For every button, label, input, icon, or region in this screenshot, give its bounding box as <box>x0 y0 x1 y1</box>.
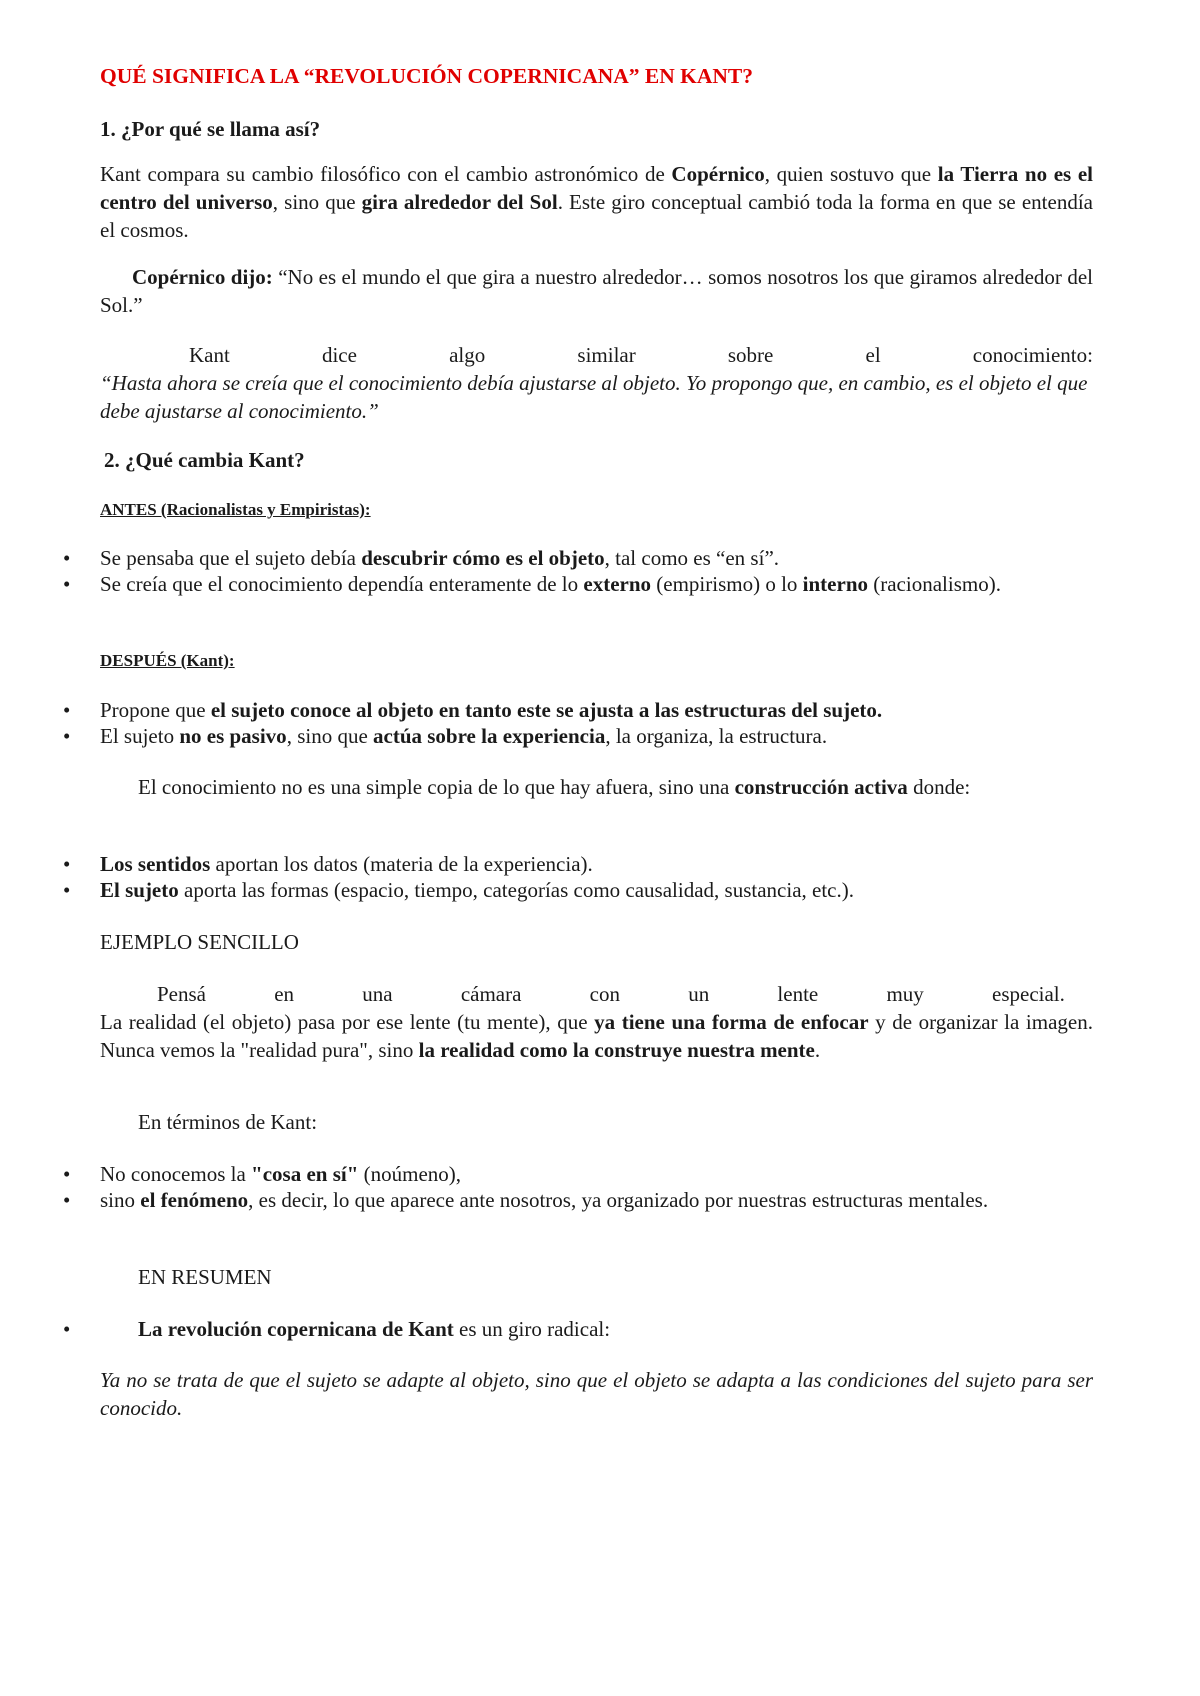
section-2-heading: 2. ¿Qué cambia Kant? <box>104 448 305 472</box>
bullet-icon: • <box>63 1317 71 1341</box>
bullet-icon: • <box>63 572 71 596</box>
ejemplo-body: La realidad (el objeto) pasa por ese lente (tu mente), que ya tiene una forma de enfocar y de organizar la imagen. Nunca vemos la "realidad pura", sino la realidad como la construye nuestra mente. <box>100 1010 1093 1062</box>
list-item: • El sujeto aporta las formas (espacio, tiempo, categorías como causalidad, sustancia, etc.). <box>63 878 854 902</box>
construccion-paragraph: El conocimiento no es una simple copia de lo que hay afuera, sino una construcción activa donde: <box>138 775 971 799</box>
section-1-heading: 1. ¿Por qué se llama así? <box>100 117 321 141</box>
antes-label: ANTES (Racionalistas y Empiristas): <box>100 500 371 519</box>
bullet-icon: • <box>63 698 71 722</box>
terminos-kant: En términos de Kant: <box>138 1110 318 1134</box>
list-item: • Propone que el sujeto conoce al objeto en tanto este se ajusta a las estructuras del sujeto. <box>63 698 883 722</box>
bullet-icon: • <box>63 1188 71 1212</box>
kant-quote: “Hasta ahora se creía que el conocimiento debía ajustarse al objeto. Yo propongo que, en cambio, es el objeto el que debe ajustarse al conocimiento.” <box>100 371 1088 423</box>
list-item: • La revolución copernicana de Kant es un giro radical: <box>63 1317 611 1341</box>
resumen-heading: EN RESUMEN <box>138 1265 272 1289</box>
section-1-kant-paragraph <box>100 341 1093 425</box>
section-1-copernico-quote: Copérnico dijo: “No es el mundo el que gira a nuestro alrededor… somos nosotros los que giramos alrededor del Sol.” <box>100 265 1093 317</box>
bullet-icon: • <box>63 878 71 902</box>
list-item: • Se pensaba que el sujeto debía descubrir cómo es el objeto, tal como es “en sí”. <box>63 546 780 570</box>
list-item: • Los sentidos aportan los datos (materia de la experiencia). <box>63 852 593 876</box>
bullet-icon: • <box>63 1162 71 1186</box>
bullet-icon: • <box>63 724 71 748</box>
bullet-icon: • <box>63 546 71 570</box>
section-1-paragraph-1: Kant compara su cambio filosófico con el cambio astronómico de Copérnico, quien sostuvo que la Tierra no es el centro del universo, sino que gira alrededor del Sol. Este giro conceptual cambió toda la forma en que se entendía el cosmos. <box>100 162 1094 242</box>
kant-spread-line: Kant dice algo similar sobre el conocimiento: <box>189 343 1093 367</box>
bullet-icon: • <box>63 852 71 876</box>
ejemplo-heading: EJEMPLO SENCILLO <box>100 930 299 954</box>
list-item: • El sujeto no es pasivo, sino que actúa sobre la experiencia, la organiza, la estructura. <box>63 724 828 748</box>
document-title: QUÉ SIGNIFICA LA “REVOLUCIÓN COPERNICANA” EN KANT? <box>100 64 754 88</box>
despues-label: DESPUÉS (Kant): <box>100 651 235 670</box>
list-item: • No conocemos la "cosa en sí" (noúmeno), <box>63 1162 462 1186</box>
list-item: • Se creía que el conocimiento dependía enteramente de lo externo (empirismo) o lo interno (racionalismo). <box>63 572 1001 596</box>
list-item: • sino el fenómeno, es decir, lo que aparece ante nosotros, ya organizado por nuestras estructuras mentales. <box>63 1188 989 1212</box>
resumen-quote: Ya no se trata de que el sujeto se adapte al objeto, sino que el objeto se adapta a las condiciones del sujeto para ser conocido. <box>100 1368 1093 1420</box>
ejemplo-spread-line: Pensá en una cámara con un lente muy especial. <box>157 982 1065 1006</box>
ejemplo-paragraph <box>100 980 1093 1064</box>
